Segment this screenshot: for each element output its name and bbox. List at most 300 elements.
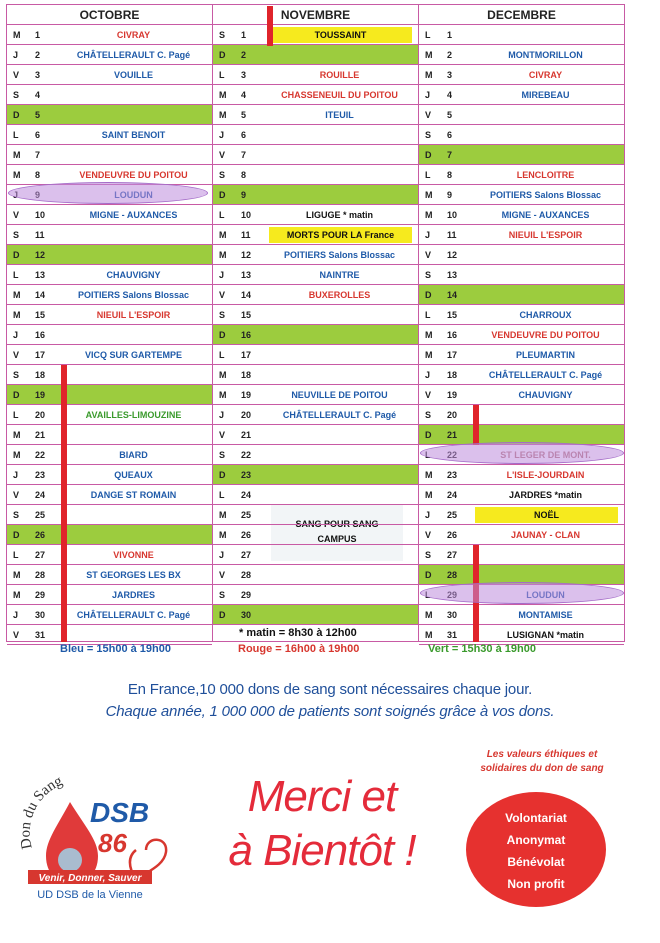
day-letter: S	[13, 90, 20, 100]
day-row	[213, 325, 418, 345]
day-number: 30	[35, 610, 46, 620]
collection-event: DANGE ST ROMAIN	[90, 490, 177, 500]
day-letter: V	[13, 630, 20, 640]
day-row	[419, 365, 624, 385]
day-row	[7, 385, 212, 405]
day-letter: S	[219, 30, 226, 40]
day-letter: L	[13, 270, 19, 280]
day-number: 30	[447, 610, 458, 620]
day-row	[213, 445, 418, 465]
day-number: 26	[241, 530, 252, 540]
value-item: Non profit	[507, 877, 565, 891]
day-number: 28	[241, 570, 252, 580]
collection-event: CHÂTELLERAULT C. Pagé	[76, 610, 191, 620]
day-number: 27	[447, 550, 458, 560]
day-letter: M	[425, 70, 433, 80]
day-number: 21	[35, 430, 46, 440]
day-letter: L	[13, 130, 19, 140]
day-number: 12	[35, 250, 46, 260]
legend-green: Vert = 15h30 à 19h00	[428, 643, 536, 655]
collection-event: SAINT BENOIT	[101, 130, 166, 140]
collection-event: QUEAUX	[114, 470, 153, 480]
day-row	[7, 465, 212, 485]
day-number: 11	[35, 230, 45, 240]
day-number: 4	[241, 90, 247, 100]
day-number: 8	[447, 170, 453, 180]
day-number: 29	[35, 590, 46, 600]
day-number: 7	[35, 150, 41, 160]
day-letter: M	[425, 470, 433, 480]
day-row	[419, 125, 624, 145]
day-letter: L	[425, 310, 431, 320]
merci-line-1: Merci et	[247, 772, 397, 821]
day-row	[419, 545, 624, 565]
day-row	[7, 245, 212, 265]
day-letter: L	[13, 550, 19, 560]
red-marker-novembre	[267, 6, 273, 46]
day-number: 14	[447, 290, 458, 300]
collection-event: JAUNAY - CLAN	[510, 530, 580, 540]
day-number: 24	[447, 490, 458, 500]
day-row	[419, 505, 624, 525]
day-number: 3	[447, 70, 453, 80]
day-letter: L	[219, 210, 225, 220]
day-letter: V	[13, 70, 20, 80]
day-number: 18	[35, 370, 46, 380]
info-line-1: En France,10 000 dons de sang sont nécessaires chaque jour.	[127, 681, 533, 698]
day-number: 18	[241, 370, 252, 380]
month-column-novembre	[212, 4, 419, 642]
day-number: 12	[447, 250, 458, 260]
day-row	[419, 105, 624, 125]
day-row	[213, 585, 418, 605]
highlight-dec-29	[420, 582, 624, 604]
values-heading-1: Les valeurs éthiques et	[486, 749, 598, 760]
collection-event: CHÂTELLERAULT C. Pagé	[76, 50, 191, 60]
day-letter: V	[219, 430, 226, 440]
day-number: 26	[447, 530, 458, 540]
day-row	[419, 605, 624, 625]
merci-line-2: à Bientôt !	[228, 826, 416, 875]
day-letter: M	[13, 170, 21, 180]
day-number: 29	[241, 590, 252, 600]
collection-event: LIGUGE * matin	[305, 210, 373, 220]
campus-line-1: SANG POUR SANG	[295, 519, 379, 529]
day-row	[7, 505, 212, 525]
day-letter: M	[219, 530, 227, 540]
day-number: 6	[35, 130, 41, 140]
collection-event: CHASSENEUIL DU POITOU	[281, 90, 398, 100]
day-row	[419, 525, 624, 545]
day-letter: M	[425, 330, 433, 340]
day-letter: V	[13, 210, 20, 220]
collection-event: NAINTRE	[319, 270, 360, 280]
day-row	[419, 465, 624, 485]
day-number: 1	[241, 30, 247, 40]
collection-event: NIEUIL L'ESPOIR	[508, 230, 583, 240]
logo-arc-text: Don du Sang	[18, 773, 65, 851]
day-letter: D	[425, 570, 432, 580]
collection-event: BUXEROLLES	[308, 290, 371, 300]
day-letter: S	[219, 450, 226, 460]
morning-footnote: * matin = 8h30 à 12h00	[239, 627, 357, 639]
day-number: 28	[447, 570, 458, 580]
day-row	[419, 165, 624, 185]
day-row	[213, 405, 418, 425]
day-number: 14	[241, 290, 252, 300]
day-row	[213, 225, 418, 245]
day-number: 10	[447, 210, 458, 220]
day-letter: S	[425, 270, 432, 280]
day-row	[7, 45, 212, 65]
day-number: 9	[241, 190, 247, 200]
day-letter: J	[219, 270, 225, 280]
day-letter: V	[219, 570, 226, 580]
day-number: 17	[447, 350, 458, 360]
values-circle	[466, 792, 606, 907]
day-row	[213, 145, 418, 165]
day-number: 30	[241, 610, 252, 620]
day-number: 3	[35, 70, 41, 80]
day-row	[7, 325, 212, 345]
day-row	[213, 165, 418, 185]
day-row	[419, 485, 624, 505]
calendar	[6, 4, 628, 642]
collection-event: CHAUVIGNY	[518, 390, 573, 400]
day-number: 28	[35, 570, 46, 580]
day-number: 5	[241, 110, 247, 120]
day-number: 6	[241, 130, 247, 140]
collection-event: MIGNE - AUXANCES	[89, 210, 178, 220]
day-number: 20	[447, 410, 458, 420]
day-number: 1	[447, 30, 453, 40]
day-letter: J	[219, 130, 225, 140]
day-number: 13	[447, 270, 458, 280]
day-number: 22	[241, 450, 252, 460]
day-letter: S	[219, 170, 226, 180]
day-row	[419, 385, 624, 405]
collection-event: POITIERS Salons Blossac	[283, 250, 396, 260]
day-number: 16	[241, 330, 252, 340]
logo-number: 86	[98, 828, 127, 858]
day-row	[7, 285, 212, 305]
collection-event: MIGNE - AUXANCES	[501, 210, 590, 220]
day-letter: M	[219, 390, 227, 400]
day-number: 25	[35, 510, 46, 520]
day-letter: J	[425, 370, 431, 380]
day-row	[213, 425, 418, 445]
day-number: 25	[241, 510, 252, 520]
day-row	[419, 625, 624, 645]
day-row	[7, 545, 212, 565]
day-letter: D	[425, 430, 432, 440]
day-letter: J	[13, 470, 19, 480]
day-row	[7, 585, 212, 605]
day-number: 5	[447, 110, 453, 120]
drop-figure-icon	[58, 848, 82, 872]
day-number: 19	[241, 390, 252, 400]
day-row	[213, 265, 418, 285]
day-row	[7, 625, 212, 645]
day-letter: S	[13, 510, 20, 520]
day-number: 2	[35, 50, 41, 60]
day-letter: J	[425, 230, 431, 240]
day-letter: M	[13, 150, 21, 160]
day-row	[7, 85, 212, 105]
day-number: 22	[35, 450, 46, 460]
day-number: 7	[241, 150, 247, 160]
day-letter: D	[219, 610, 226, 620]
day-letter: D	[219, 50, 226, 60]
day-row	[7, 125, 212, 145]
day-letter: M	[425, 630, 433, 640]
day-number: 13	[241, 270, 252, 280]
collection-event: ROUILLE	[319, 70, 360, 80]
day-row	[419, 345, 624, 365]
day-number: 21	[241, 430, 252, 440]
day-number: 24	[35, 490, 46, 500]
day-number: 5	[35, 110, 41, 120]
day-row	[7, 205, 212, 225]
logo-org: UD DSB de la Vienne	[37, 889, 143, 901]
day-letter: S	[13, 370, 20, 380]
day-number: 1	[35, 30, 41, 40]
day-letter: D	[13, 250, 20, 260]
day-letter: V	[13, 490, 20, 500]
day-number: 16	[35, 330, 46, 340]
day-letter: M	[13, 570, 21, 580]
day-number: 26	[35, 530, 46, 540]
day-letter: M	[13, 590, 21, 600]
day-letter: D	[219, 470, 226, 480]
collection-event: LUSIGNAN *matin	[506, 630, 584, 640]
day-number: 23	[35, 470, 46, 480]
collection-event: JARDRES *matin	[508, 490, 582, 500]
day-letter: M	[13, 290, 21, 300]
day-letter: L	[219, 70, 225, 80]
day-row	[213, 465, 418, 485]
day-row	[7, 65, 212, 85]
day-letter: J	[13, 610, 19, 620]
month-header: NOVEMBRE	[213, 5, 418, 25]
day-letter: M	[425, 50, 433, 60]
month-column-decembre	[418, 4, 625, 642]
day-row	[213, 285, 418, 305]
day-row	[7, 565, 212, 585]
day-letter: S	[425, 130, 432, 140]
collection-event: NEUVILLE DE POITOU	[291, 390, 388, 400]
day-letter: V	[425, 250, 432, 260]
day-letter: S	[13, 230, 20, 240]
collection-event: MONTAMISE	[518, 610, 573, 620]
day-letter: J	[13, 330, 19, 340]
day-row	[419, 145, 624, 165]
day-number: 8	[241, 170, 247, 180]
day-row	[7, 605, 212, 625]
collection-event: JARDRES	[111, 590, 155, 600]
collection-event: CIVRAY	[528, 70, 563, 80]
day-letter: L	[219, 350, 225, 360]
day-row	[7, 345, 212, 365]
day-row	[213, 65, 418, 85]
day-letter: M	[219, 230, 227, 240]
campus-line-2: CAMPUS	[317, 534, 357, 544]
day-letter: M	[219, 370, 227, 380]
day-letter: V	[219, 290, 226, 300]
day-row	[213, 85, 418, 105]
day-row	[7, 25, 212, 45]
value-item: Bénévolat	[507, 855, 565, 869]
day-row	[213, 545, 418, 565]
day-number: 27	[35, 550, 46, 560]
logo-slogan: Venir, Donner, Sauver	[38, 873, 142, 884]
day-number: 2	[241, 50, 247, 60]
day-row	[213, 25, 418, 45]
day-letter: M	[13, 430, 21, 440]
day-letter: M	[13, 310, 21, 320]
collection-event: TOUSSAINT	[269, 27, 412, 43]
collection-event: POITIERS Salons Blossac	[77, 290, 190, 300]
day-letter: M	[425, 210, 433, 220]
day-number: 19	[35, 390, 46, 400]
day-letter: D	[13, 530, 20, 540]
day-letter: D	[219, 190, 226, 200]
day-number: 31	[447, 630, 458, 640]
day-row	[7, 265, 212, 285]
collection-event: NOËL	[475, 507, 618, 523]
day-row	[213, 385, 418, 405]
day-letter: S	[219, 310, 226, 320]
day-number: 20	[241, 410, 252, 420]
day-letter: L	[425, 170, 431, 180]
collection-event: CIVRAY	[116, 30, 151, 40]
day-letter: S	[219, 590, 226, 600]
day-letter: M	[219, 110, 227, 120]
day-row	[419, 225, 624, 245]
day-letter: D	[13, 390, 20, 400]
collection-event: POITIERS Salons Blossac	[489, 190, 602, 200]
dsb-logo	[18, 770, 188, 920]
day-letter: D	[13, 110, 20, 120]
day-row	[7, 305, 212, 325]
day-row	[213, 565, 418, 585]
day-number: 17	[241, 350, 252, 360]
day-number: 4	[35, 90, 41, 100]
day-number: 12	[241, 250, 252, 260]
day-row	[7, 405, 212, 425]
collection-event: CHARROUX	[519, 310, 572, 320]
red-marker-octobre	[61, 365, 67, 642]
day-letter: M	[13, 450, 21, 460]
day-number: 7	[447, 150, 453, 160]
collection-event: VICQ SUR GARTEMPE	[84, 350, 182, 360]
day-letter: M	[13, 30, 21, 40]
legend-red: Rouge = 16h00 à 19h00	[238, 643, 360, 655]
day-letter: V	[425, 390, 432, 400]
day-number: 18	[447, 370, 458, 380]
month-header: OCTOBRE	[7, 5, 212, 25]
day-row	[213, 245, 418, 265]
day-row	[419, 25, 624, 45]
collection-event: MORTS POUR LA France	[269, 227, 412, 243]
day-row	[419, 185, 624, 205]
day-row	[7, 225, 212, 245]
day-row	[7, 365, 212, 385]
day-number: 23	[447, 470, 458, 480]
day-row	[419, 285, 624, 305]
month-column-octobre	[6, 4, 213, 642]
day-row	[213, 105, 418, 125]
value-item: Anonymat	[506, 833, 566, 847]
day-letter: V	[425, 530, 432, 540]
day-row	[419, 85, 624, 105]
day-number: 21	[447, 430, 458, 440]
day-letter: M	[219, 250, 227, 260]
collection-event: VOUILLE	[113, 70, 153, 80]
day-row	[7, 145, 212, 165]
day-row	[213, 365, 418, 385]
day-row	[419, 245, 624, 265]
day-number: 17	[35, 350, 46, 360]
collection-event: CHAUVIGNY	[106, 270, 161, 280]
day-row	[7, 445, 212, 465]
collection-event: VENDEUVRE DU POITOU	[79, 170, 188, 180]
info-line-2: Chaque année, 1 000 000 de patients sont soignés grâce à vos dons.	[105, 703, 555, 720]
day-number: 19	[447, 390, 458, 400]
day-number: 3	[241, 70, 247, 80]
legend-blue: Bleu = 15h00 à 19h00	[60, 643, 171, 655]
day-letter: L	[425, 30, 431, 40]
day-row	[213, 125, 418, 145]
day-letter: M	[425, 190, 433, 200]
day-row	[213, 345, 418, 365]
day-row	[213, 605, 418, 625]
collection-event: AVAILLES-LIMOUZINE	[85, 410, 182, 420]
day-number: 15	[241, 310, 252, 320]
day-letter: L	[13, 410, 19, 420]
day-row	[7, 425, 212, 445]
collection-event: LENCLOITRE	[516, 170, 575, 180]
collection-event: VIVONNE	[113, 550, 154, 560]
day-letter: D	[425, 150, 432, 160]
day-number: 16	[447, 330, 458, 340]
day-number: 25	[447, 510, 458, 520]
day-row	[213, 45, 418, 65]
collection-event: MIREBEAU	[521, 90, 570, 100]
day-letter: V	[219, 150, 226, 160]
day-number: 15	[35, 310, 46, 320]
day-letter: J	[219, 410, 225, 420]
day-number: 11	[447, 230, 457, 240]
collection-event: BIARD	[119, 450, 148, 460]
day-row	[419, 65, 624, 85]
day-row	[213, 305, 418, 325]
day-letter: J	[425, 510, 431, 520]
day-number: 23	[241, 470, 252, 480]
day-letter: S	[425, 550, 432, 560]
day-row	[419, 45, 624, 65]
day-row	[419, 325, 624, 345]
day-letter: J	[219, 550, 225, 560]
day-letter: M	[219, 510, 227, 520]
day-row	[419, 405, 624, 425]
day-letter: L	[219, 490, 225, 500]
day-row	[7, 525, 212, 545]
collection-event: VENDEUVRE DU POITOU	[491, 330, 600, 340]
collection-event: MONTMORILLON	[508, 50, 583, 60]
collection-event: ST GEORGES LES BX	[86, 570, 181, 580]
day-letter: M	[425, 610, 433, 620]
